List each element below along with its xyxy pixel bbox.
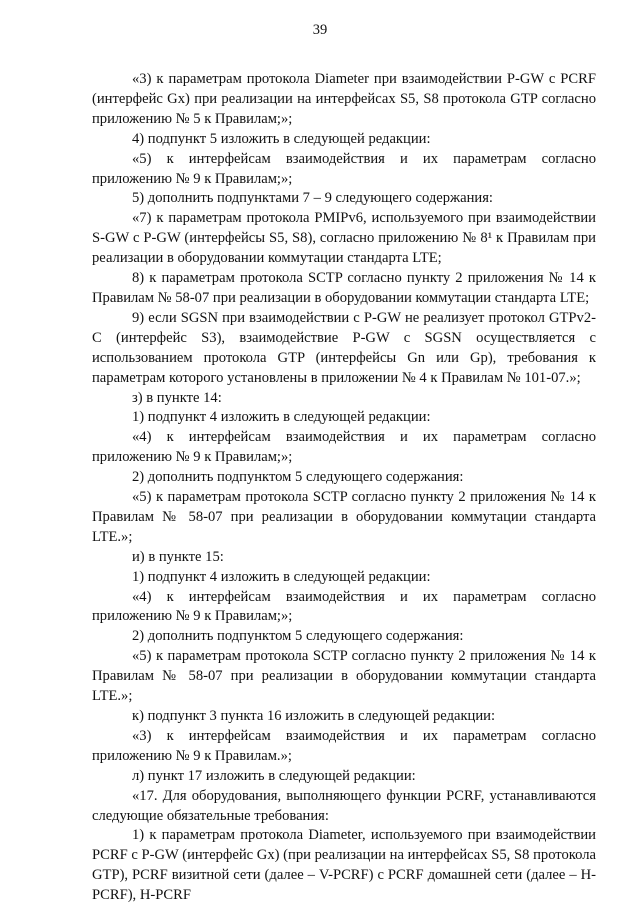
paragraph: 2) дополнить подпунктом 5 следующего содержания: bbox=[132, 469, 464, 486]
page-number: 39 bbox=[312, 22, 328, 38]
paragraph: л) пункт 17 изложить в следующей редакции: bbox=[132, 767, 416, 784]
paragraph: и) в пункте 15: bbox=[132, 548, 224, 565]
paragraph: 1) подпункт 4 изложить в следующей редакции: bbox=[132, 568, 431, 585]
paragraph: 1) подпункт 4 изложить в следующей редакции: bbox=[132, 409, 431, 426]
paragraph: «3) к интерфейсам взаимодействия и их параметрам согласно приложению № 9 к Правилам.»; bbox=[92, 727, 596, 764]
paragraph: к) подпункт 3 пункта 16 изложить в следующей редакции: bbox=[132, 708, 496, 724]
paragraph: «17. Для оборудования, выполняющего функции PCRF, устанавливаются следующие обязательные требования: bbox=[92, 787, 596, 824]
paragraph: «4) к интерфейсам взаимодействия и их параметрам согласно приложению № 9 к Правилам;»; bbox=[92, 429, 596, 466]
paragraph: «5) к параметрам протокола SCTP согласно пункту 2 приложения № 14 к Правилам № 58-07 при реализации в оборудовании коммутации стандарта LTE.»; bbox=[92, 648, 596, 705]
paragraph: 2) дополнить подпунктом 5 следующего содержания: bbox=[132, 628, 464, 645]
paragraph: «3) к параметрам протокола Diameter при взаимодействии P-GW с PCRF (интерфейс Gx) при реализации на интерфейсах S5, S8 протокола GTP согласно приложению № 5 к Правилам;»; bbox=[92, 71, 596, 127]
paragraph: «5) к интерфейсам взаимодействия и их параметрам согласно приложению № 9 к Правилам;»; bbox=[92, 150, 596, 187]
paragraph: 9) если SGSN при взаимодействии с P-GW не реализует протокол GTPv2-C (интерфейс S3), взаимодействие P-GW с SGSN осуществляется с использованием протокола GTP (интерфейсы Gn или Gp), требования к параметрам которого установлены в приложении № 4 к Правилам № 101-07.»; bbox=[92, 309, 596, 386]
paragraph: з) в пункте 14: bbox=[132, 389, 222, 406]
paragraph: 8) к параметрам протокола SCTP согласно пункту 2 приложения № 14 к Правилам № 58-07 при реализации в оборудовании коммутации стандарта LTE; bbox=[92, 270, 596, 306]
paragraph: 5) дополнить подпунктами 7 – 9 следующего содержания: bbox=[132, 190, 493, 207]
document-body bbox=[92, 70, 596, 906]
paragraph: «5) к параметрам протокола SCTP согласно пункту 2 приложения № 14 к Правилам № 58-07 при реализации в оборудовании коммутации стандарта LTE.»; bbox=[92, 489, 596, 545]
paragraph: 1) к параметрам протокола Diameter, используемого при взаимодействии PCRF с P-GW (интерфейс Gx) (при реализации на интерфейсах S5, S8 протокола GTP), PCRF визитной сети (далее – V-PCRF) с PCRF домашней сети (далее – H-PCRF), H-PCRF bbox=[92, 827, 596, 904]
paragraph: «7) к параметрам протокола PMIPv6, используемого при взаимодействии S-GW с P-GW (интерфейсы S5, S8), согласно приложению № 8¹ к Правилам при реализации в оборудовании коммутации стандарта LTE; bbox=[92, 210, 596, 267]
paragraph: 4) подпункт 5 изложить в следующей редакции: bbox=[132, 130, 431, 147]
paragraph: «4) к интерфейсам взаимодействия и их параметрам согласно приложению № 9 к Правилам;»; bbox=[92, 588, 596, 625]
